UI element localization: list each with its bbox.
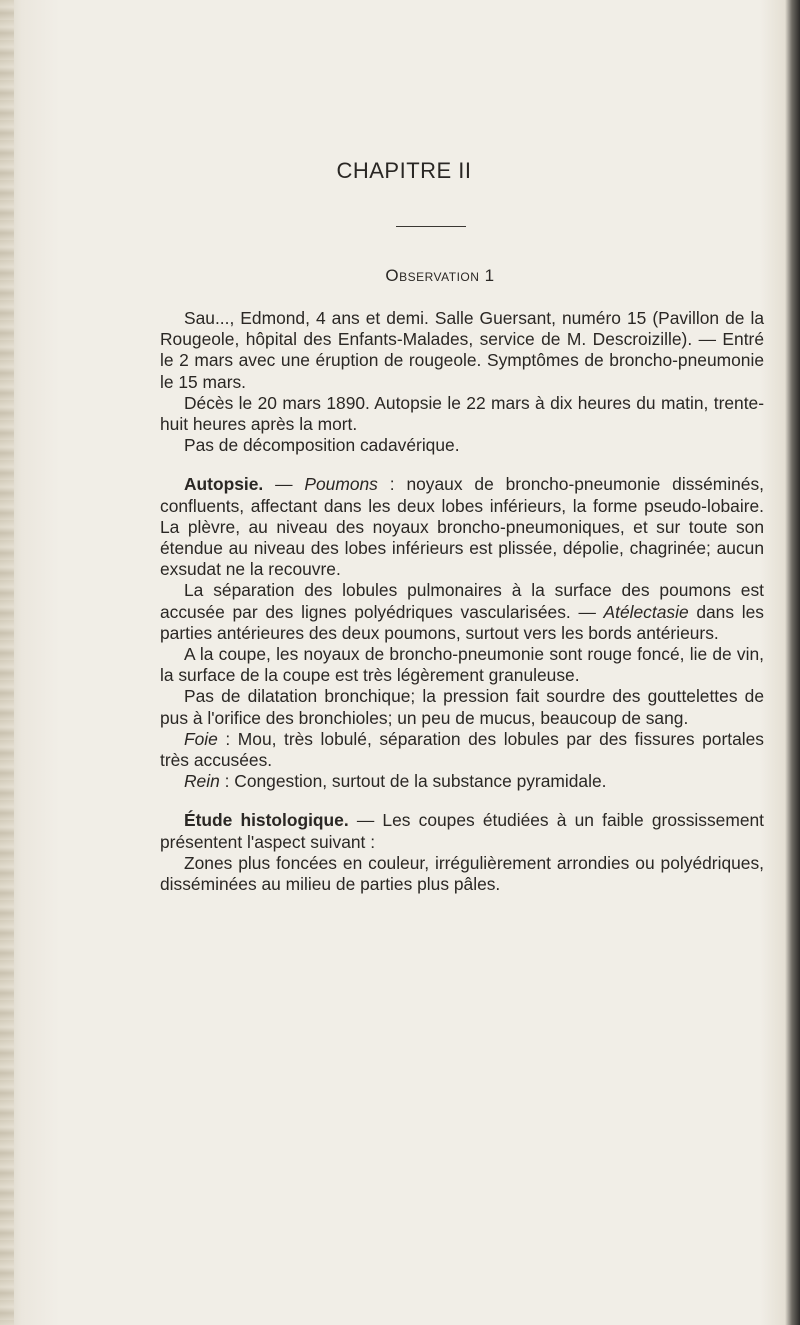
body-text [160,308,764,895]
liver-label: Foie [184,728,218,749]
histology-text: — Les coupes étudiées à un faible grossissement présentent l'aspect suivant : [160,810,764,852]
histology-heading: Étude histologique. [184,810,349,831]
lobules-text: La séparation des lobules pulmonaires à la surface des poumons est accusée par des lignes polyédriques vascularisées. — [160,580,764,622]
paragraph-histology [160,810,764,852]
observation-title: Observation 1 [385,266,495,285]
atelectasis-label: Atélectasie [603,601,689,622]
lungs-text: : noyaux de broncho-pneumonie disséminés, confluents, affectant dans les deux lobes inférieurs, la forme pseudo-lobaire. La plèvre, au niveau des noyaux broncho-pneumoniques, et sur toute son étendue au niveau des lobes inférieurs est plissée, dépolie, chagrinée; aucun exsudat ne la recouvre. [160,474,765,580]
paragraph-section: A la coupe, les noyaux de broncho-pneumonie sont rouge foncé, lie de vin, la surface de la coupe est très légèrement granuleuse. [160,644,764,686]
paragraph-autopsy [160,474,764,580]
chapter-title: CHAPITRE II [336,158,472,183]
autopsy-dash: — [263,474,305,495]
liver-text: : Mou, très lobulé, séparation des lobules par des fissures portales très accusées. [160,728,764,771]
paragraph-liver [160,729,764,771]
lungs-label: Poumons [304,474,378,495]
atelectasis-text: dans les parties antérieures des deux poumons, surtout vers les bords antérieurs. [160,601,764,643]
paragraph-zones: Zones plus foncées en couleur, irrégulièrement arrondies ou polyédriques, disséminées au milieu de parties plus pâles. [160,852,764,895]
paragraph-kidney [160,771,764,792]
kidney-text: : Congestion, surtout de la substance pyramidale. [219,771,607,792]
paragraph-bronchi: Pas de dilatation bronchique; la pression fait sourdre des gouttelettes de pus à l'orifice des bronchioles; un peu de mucus, beaucoup de sang. [160,686,764,728]
paragraph-lobules [160,580,764,644]
paragraph-decomposition: Pas de décomposition cadavérique. [184,435,460,456]
paragraph-patient: Sau..., Edmond, 4 ans et demi. Salle Guersant, numéro 15 (Pavillon de la Rougeole, hôpital des Enfants-Malades, service de M. Descroizille). — Entré le 2 mars avec une éruption de rougeole. Symptômes de broncho-pneumonie le 15 mars. [160,308,764,392]
paragraph-death: Décès le 20 mars 1890. Autopsie le 22 mars à dix heures du matin, trente-huit heures après la mort. [160,392,764,435]
autopsy-heading: Autopsie. [184,474,264,495]
title-divider [396,226,466,227]
kidney-label: Rein [184,771,220,792]
